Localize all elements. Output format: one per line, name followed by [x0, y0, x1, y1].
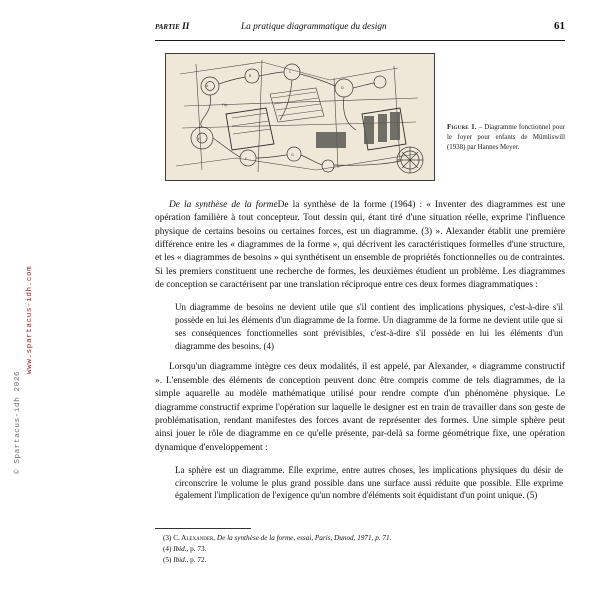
footnote-4-number: (4)	[163, 544, 172, 553]
footnote-4	[155, 544, 565, 555]
blockquote-1	[155, 301, 565, 352]
running-head-title: La pratique diagrammatique du design	[241, 22, 387, 32]
page-content	[155, 22, 565, 511]
svg-text:D: D	[341, 86, 344, 90]
footnote-4-author: Ibid.,	[173, 544, 189, 553]
paragraph-1-text: De la synthèse de la forme (1964) : « Inventer des diagrammes est une opération familière à tout concepteur. Tout dessin qui, étant tiré d'une situation réelle, exprime l'influence physique de certains besoins ou certaines forces, est un diagramme. (3) ». Alexander établit une première différence entre les « diagrammes de la forme », qui décrivent les caractéristiques formelles d'une structure, et les « diagrammes de besoins » qui synthétisent un ensemble de propriétés fonctionnelles ou de contraintes. Si les premiers constituent une recherche de formes, les deuxièmes étudient un problème. Les diagrammes de conception se caractérisent par une translation réciproque entre ces deux formes diagrammatiques :	[155, 200, 565, 291]
figure-caption	[447, 123, 565, 153]
svg-text:A: A	[206, 84, 209, 88]
copyright-strip	[14, 170, 44, 474]
footnote-3	[155, 533, 565, 544]
figure-caption-text: – Diagramme fonctionnel pour le foyer pour enfants de Mümliswill (1938) par Hannes Meyer.	[447, 124, 565, 151]
footnote-3-text: De la synthèse de la forme, essai, Paris, Dunod, 1971, p. 71.	[216, 534, 392, 542]
svg-text:F: F	[245, 157, 247, 161]
svg-text:Fig.: Fig.	[222, 103, 228, 107]
header-rule	[155, 40, 565, 41]
svg-text:E: E	[198, 137, 201, 141]
footnote-5	[155, 555, 565, 566]
footnote-5-author: Ibid.,	[173, 555, 189, 564]
footnote-5-number: (5)	[163, 555, 172, 564]
footnote-3-author: C. Alexander,	[173, 534, 216, 542]
running-head	[155, 22, 565, 38]
figure-label: Figure 1.	[447, 124, 477, 131]
copyright-notice: © Spartacus-idh 2026	[14, 370, 22, 474]
svg-text:C: C	[289, 70, 292, 74]
blockquote-2	[155, 464, 565, 502]
footnotes-block	[155, 528, 565, 565]
figure-image	[165, 53, 435, 181]
publisher-url: www.spartacus-idh.com	[26, 265, 34, 374]
running-head-part: partie II	[155, 22, 190, 32]
page-number: 61	[554, 20, 565, 32]
paragraph-2: Lorsqu'un diagramme intègre ces deux modalités, il est appelé, par Alexander, « diagramme constructif ». L'ensemble des éléments de conception peuvent donc être compris comme de tels diagrammes, de la simple aquarelle au modèle mathématique utilisé pour rendre compte d'un phénomène physique. Le diagramme constructif exprime l'opération sur laquelle le designer est en train de travailler dans son geste de problématisation, rendant manifestes des forces avant de représenter des formes. Une simple sphère peut ainsi jouer le rôle de diagramme en ce qu'elle présente, par-delà sa forme géométrique fixe, une opération dynamique d'enveloppement :	[155, 362, 565, 453]
blockquote-2-text: La sphère est un diagramme. Elle exprime, entre autres choses, les implications physiques du désir de circonscrire le volume le plus grand possible dans une surface aussi réduite que possible. Elle exprime également l'implication de l'exigence qu'un nombre d'éléments soit équidistant d'un point unique. (5)	[175, 464, 563, 501]
figure-block	[155, 53, 565, 183]
blockquote-1-text: Un diagramme de besoins ne devient utile que s'il contient des implications physiques, c'est-à-dire s'il possède en lui les éléments d'un diagramme de la forme. Un diagramme de la forme ne devient utile que si ses conséquences fonctionnelles sont prévisibles, c'est-à-dire s'il possède en lui les éléments d'un diagramme des besoins. (4)	[175, 302, 563, 351]
footnote-3-number: (3)	[163, 534, 172, 542]
footnote-4-text: p. 73.	[190, 544, 207, 553]
body-text	[155, 199, 565, 502]
footnote-5-text: p. 72.	[190, 555, 207, 564]
book-title-italic: De la synthèse de la forme	[169, 200, 278, 210]
svg-text:G: G	[291, 153, 294, 157]
paragraph-1	[155, 199, 565, 292]
footnote-rule	[155, 528, 251, 529]
svg-text:B: B	[249, 74, 252, 78]
